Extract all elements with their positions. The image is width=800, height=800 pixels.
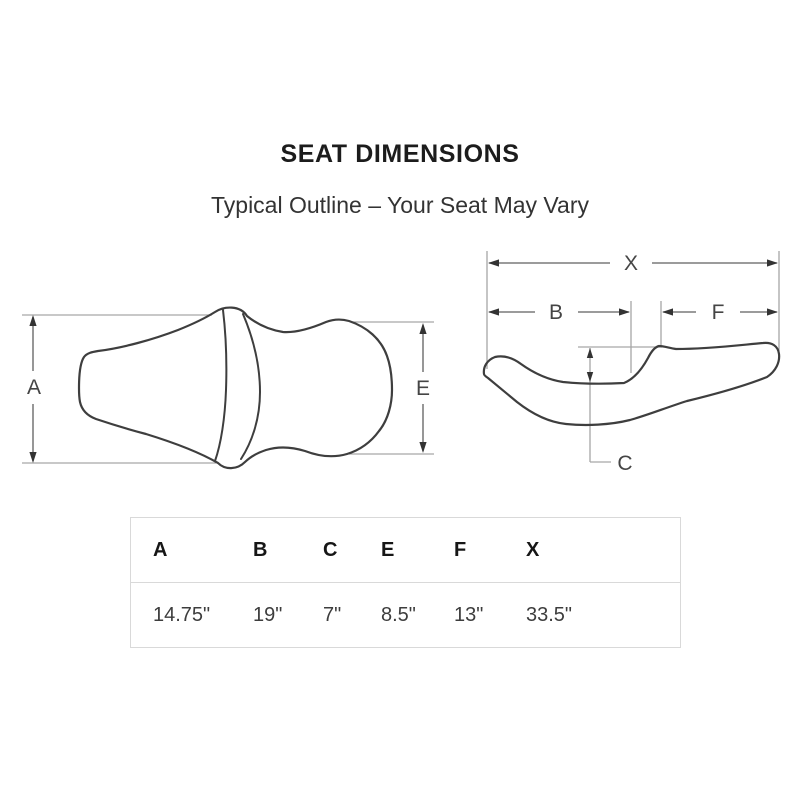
dim-label-e: E: [415, 377, 431, 400]
table-header-row: [131, 518, 680, 582]
seat-seam-arc-right: [241, 314, 260, 459]
arrowhead-c-down: [587, 372, 593, 382]
column-header-e: E: [381, 538, 395, 561]
value-f: 13": [454, 603, 484, 626]
column-header-b: B: [253, 538, 268, 561]
column-header-a: A: [153, 538, 168, 561]
dim-label-f: F: [711, 301, 725, 324]
arrowhead-b-right: [619, 308, 630, 315]
value-x: 33.5": [526, 603, 573, 626]
dim-label-b: B: [548, 301, 564, 324]
dim-label-x: X: [623, 252, 639, 275]
value-b: 19": [253, 603, 283, 626]
arrowhead-a-down: [29, 452, 36, 463]
arrowhead-a-up: [29, 315, 36, 326]
dim-label-a: A: [26, 376, 42, 399]
arrowhead-b-left: [488, 308, 499, 315]
column-header-x: X: [526, 538, 540, 561]
seat-seam-arc-left: [215, 310, 226, 461]
arrowhead-x-right: [767, 259, 778, 266]
value-e: 8.5": [381, 603, 416, 626]
arrowhead-c-up: [587, 348, 593, 358]
arrowhead-e-up: [419, 323, 426, 334]
side-view-drawing: [484, 251, 779, 475]
table-value-row: [131, 582, 680, 647]
column-header-c: C: [323, 538, 338, 561]
value-c: 7": [323, 603, 342, 626]
seat-top-view-outline: [79, 308, 392, 469]
dim-label-c: C: [617, 452, 633, 475]
arrowhead-f-right: [767, 308, 778, 315]
page-subtitle: Typical Outline – Your Seat May Vary: [211, 192, 589, 218]
page-title: SEAT DIMENSIONS: [280, 140, 520, 168]
dimensions-table: [130, 517, 681, 648]
top-view-drawing: [22, 308, 434, 469]
value-a: 14.75": [153, 603, 211, 626]
arrowhead-e-down: [419, 442, 426, 453]
column-header-f: F: [454, 538, 467, 561]
arrowhead-x-left: [488, 259, 499, 266]
arrowhead-f-left: [662, 308, 673, 315]
